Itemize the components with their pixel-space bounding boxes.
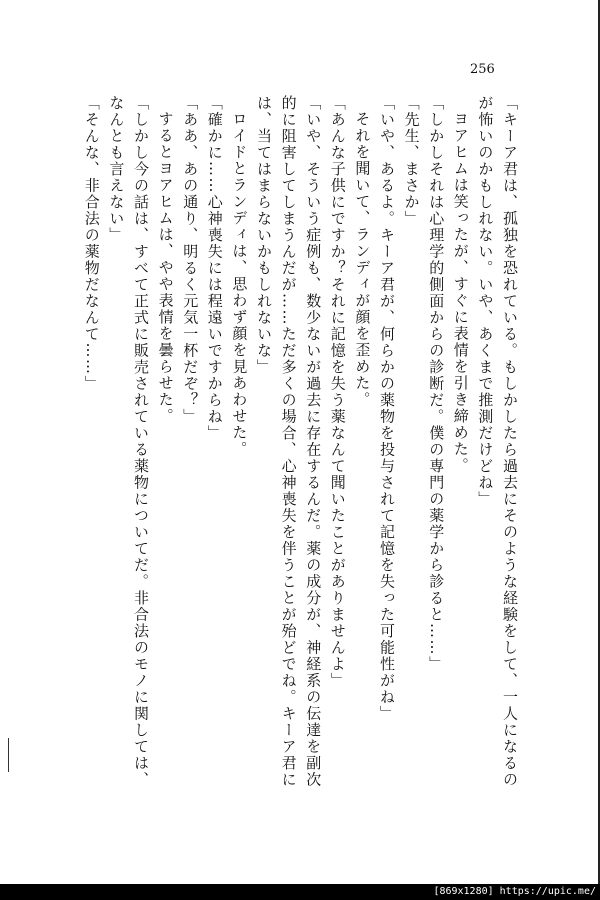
margin-mark	[8, 738, 9, 772]
text-column: なんとも言えない」	[107, 95, 126, 244]
text-column: 「しかしそれは心理学的側面からの診断だ。僕の専門の薬学から診ると……」	[427, 95, 446, 673]
page-number: 256	[470, 62, 495, 77]
text-column: 「先生、まさか」	[402, 95, 421, 227]
vertical-text-block	[70, 95, 520, 865]
text-column: 的に阻害してしまうんだが……ただ多くの場合、心神喪失を伴うことが殆どでね。キーア君に	[279, 95, 298, 788]
text-column: 「そんな、非合法の薬物だなんて……」	[82, 95, 101, 392]
text-column: 「いや、そういう症例も、数少ないが過去に存在するんだ。薬の成分が、神経系の伝達を副次	[304, 95, 323, 788]
text-column: 「ああ、あの通り、明るく元気一杯だぞ？」	[181, 95, 200, 425]
text-column: するとヨアヒムは、やや表情を曇らせた。	[156, 111, 175, 425]
text-column: 「いや、あるよ。キーア君が、何らかの薬物を投与されて記憶を失った可能性がね」	[378, 95, 396, 722]
text-column: それを聞いて、ランディが顔を歪めた。	[353, 111, 372, 408]
text-column: 「確かに……心神喪失には程遠いですからね」	[205, 95, 224, 442]
image-host-watermark: [869x1280] https://upic.me/	[429, 884, 600, 900]
text-column: ロイドとランディは、思わず顔を見あわせた。	[230, 111, 249, 458]
text-column: 「キーア君は、孤独を恐れている。もしかしたら過去にそのような経験をして、一人になるの	[501, 95, 519, 788]
text-column: ヨアヒムは笑ったが、すぐに表情を引き締めた。	[451, 111, 470, 474]
text-column: 「しかし今の話は、すべて正式に販売されている薬物についてだ。非合法のモノに関しては、	[132, 95, 150, 788]
text-column: が怖いのかもしれない。いや、あくまで推測だけどね」	[476, 95, 495, 508]
text-column: 「あんな子供にですか？それに記憶を失う薬なんて聞いたことがありませんよ」	[328, 95, 347, 689]
text-column: は、当てはまらないかもしれないな」	[255, 95, 273, 376]
